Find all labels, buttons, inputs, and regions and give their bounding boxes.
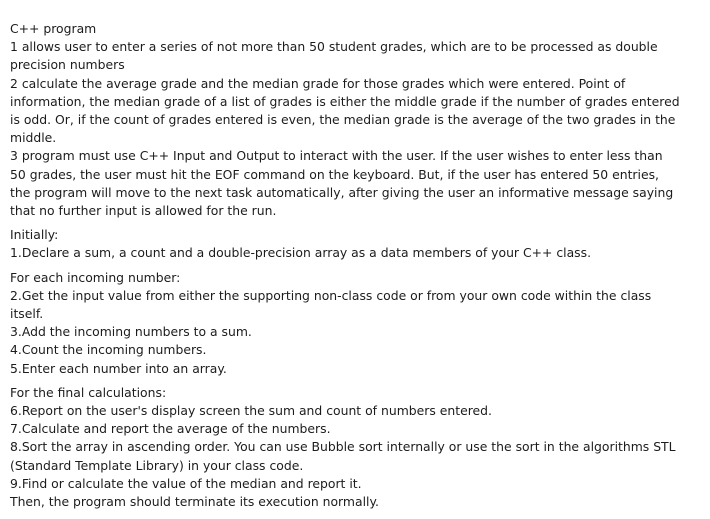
step-8: 8.Sort the array in ascending order. You can use Bubble sort internally or use the sort in the algorithms STL (Standard Template Library) in your class code.	[10, 439, 676, 473]
requirement-2: 2 calculate the average grade and the median grade for those grades which were entered. Point of information, the median grade of a list of grades is either the middle grade if the number of grades entered is odd. Or, if the count of grades entered is even, the median grade is the average of the two grades in the middle.	[10, 75, 680, 146]
initially-heading: Initially:	[10, 227, 59, 243]
step-9: 9.Find or calculate the value of the median and report it.	[10, 475, 362, 491]
assignment-document	[10, 20, 682, 511]
requirement-1: 1 allows user to enter a series of not more than 50 student grades, which are to be processed as double precision numbers	[10, 39, 658, 73]
step-1: 1.Declare a sum, a count and a double-precision array as a data members of your C++ class.	[10, 245, 592, 261]
step-4: 4.Count the incoming numbers.	[10, 342, 207, 358]
incoming-heading: For each incoming number:	[10, 269, 181, 285]
step-6: 6.Report on the user's display screen the sum and count of numbers entered.	[10, 403, 492, 419]
closing-statement: Then, the program should terminate its execution normally.	[10, 494, 379, 510]
step-5: 5.Enter each number into an array.	[10, 360, 227, 376]
step-3: 3.Add the incoming numbers to a sum.	[10, 324, 252, 340]
final-heading: For the final calculations:	[10, 384, 167, 400]
step-2: 2.Get the input value from either the supporting non-class code or from your own code within the class itself.	[10, 287, 652, 322]
requirement-3: 3 program must use C++ Input and Output to interact with the user. If the user wishes to enter less than 50 grades, the user must hit the EOF command on the keyboard. But, if the user has entered 50 entries, the program will move to the next task automatically, after giving the user an informative message saying that no further input is allowed for the run.	[10, 148, 674, 219]
document-title: C++ program	[10, 21, 97, 36]
step-7: 7.Calculate and report the average of the numbers.	[10, 421, 331, 437]
